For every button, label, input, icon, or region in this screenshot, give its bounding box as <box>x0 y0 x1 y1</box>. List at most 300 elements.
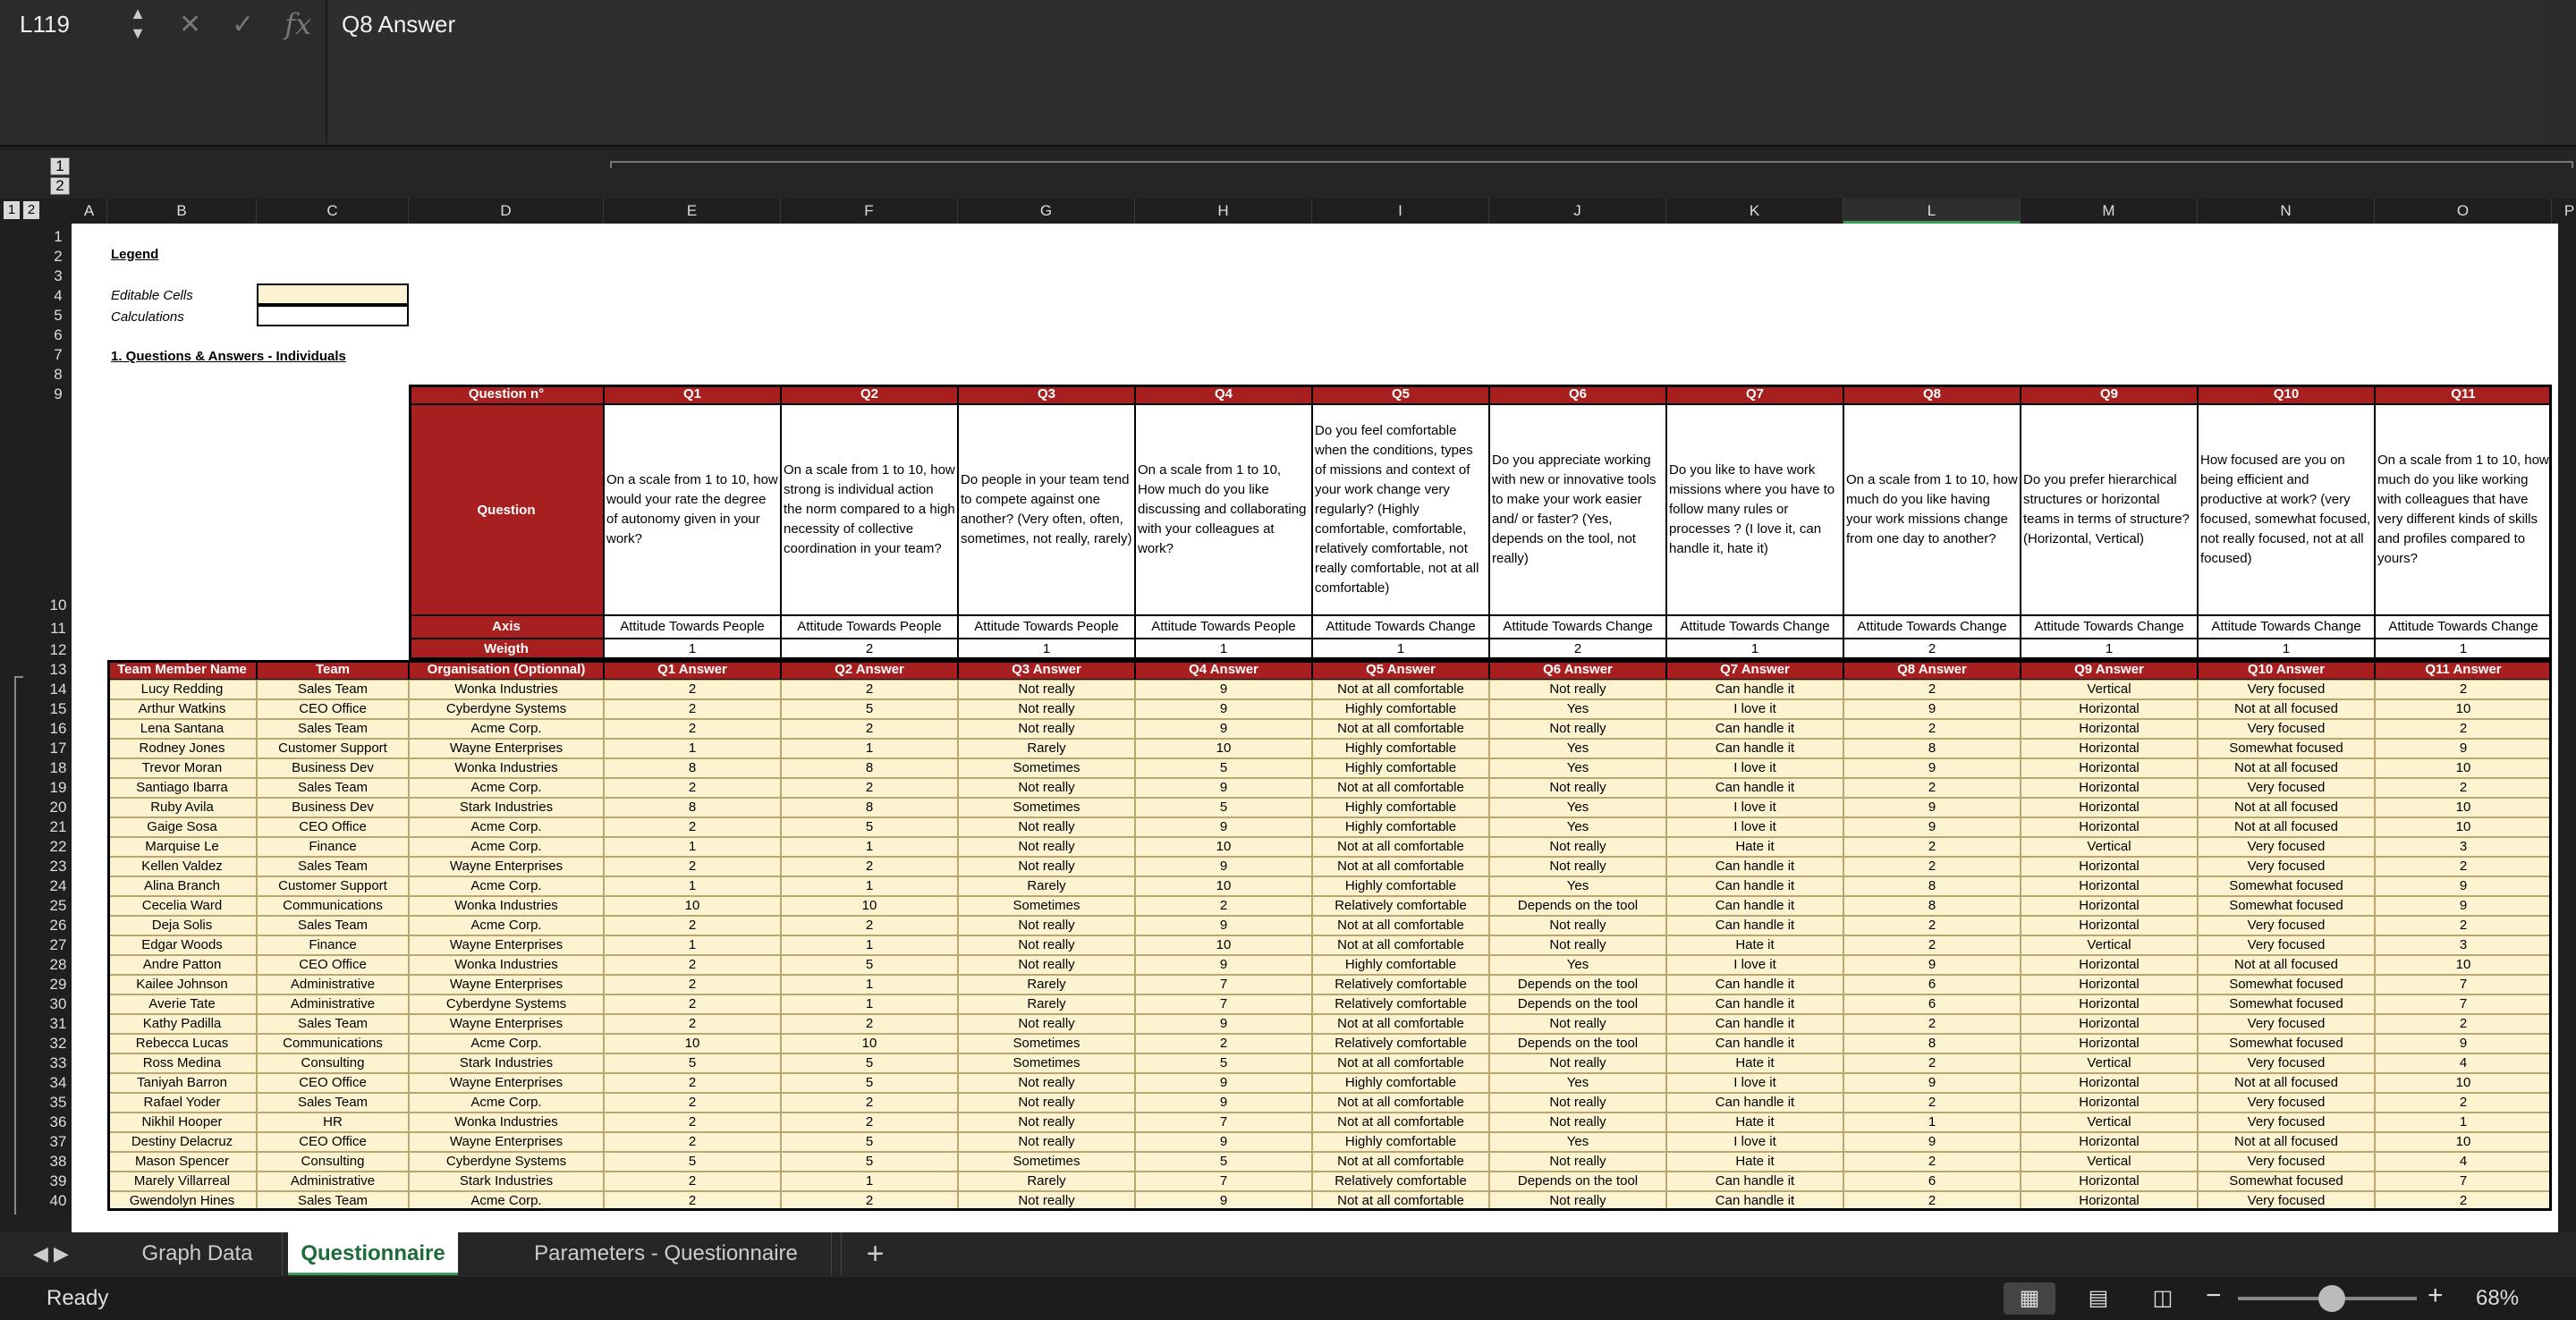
table-cell[interactable]: Highly comfortable <box>1312 798 1489 817</box>
table-cell[interactable]: Horizontal <box>2021 817 2198 837</box>
table-cell[interactable]: 5 <box>781 1152 958 1172</box>
table-cell[interactable]: Yes <box>1489 1132 1666 1152</box>
table-cell[interactable]: Sometimes <box>958 1152 1135 1172</box>
row-header-21[interactable]: 21 <box>49 818 67 835</box>
table-cell[interactable]: 8 <box>604 798 781 817</box>
table-cell[interactable]: 2 <box>1843 1093 2021 1113</box>
table-cell[interactable]: Not really <box>958 1093 1135 1113</box>
table-cell[interactable]: Sales Team <box>257 719 409 739</box>
table-cell[interactable]: 2 <box>781 1014 958 1034</box>
row-header-24[interactable]: 24 <box>49 877 67 894</box>
table-cell[interactable]: Consulting <box>257 1152 409 1172</box>
row-header-8[interactable]: 8 <box>54 366 63 383</box>
column-header-m[interactable]: M <box>2021 199 2198 224</box>
table-cell[interactable]: 2 <box>604 975 781 994</box>
table-cell[interactable]: Very focused <box>2198 680 2375 699</box>
table-cell[interactable]: Can handle it <box>1666 975 1843 994</box>
table-cell[interactable]: 2 <box>604 1113 781 1132</box>
table-cell[interactable]: 7 <box>1135 975 1312 994</box>
table-cell[interactable]: Rodney Jones <box>107 739 257 758</box>
vertical-scrollbar[interactable] <box>2558 224 2576 1232</box>
table-cell[interactable]: Highly comfortable <box>1312 876 1489 896</box>
table-cell[interactable]: Somewhat focused <box>2198 975 2375 994</box>
table-cell[interactable]: Consulting <box>257 1053 409 1073</box>
table-cell[interactable]: 2 <box>781 680 958 699</box>
column-header-e[interactable]: E <box>604 199 781 224</box>
row-outline-bracket[interactable] <box>14 676 23 1214</box>
table-cell[interactable]: Horizontal <box>2021 857 2198 876</box>
table-cell[interactable]: 2 <box>2375 857 2552 876</box>
column-outline-bracket[interactable] <box>610 161 2573 168</box>
table-cell[interactable]: 2 <box>604 699 781 719</box>
row-header-5[interactable]: 5 <box>54 307 63 324</box>
table-cell[interactable]: 6 <box>1843 1172 2021 1191</box>
table-cell[interactable]: Nikhil Hooper <box>107 1113 257 1132</box>
sheet-grid[interactable] <box>72 224 2558 1232</box>
table-cell[interactable]: Wonka Industries <box>409 896 604 916</box>
table-cell[interactable]: 8 <box>604 758 781 778</box>
table-cell[interactable]: 2 <box>781 1191 958 1211</box>
table-cell[interactable]: 2 <box>604 994 781 1014</box>
table-cell[interactable]: 1 <box>604 739 781 758</box>
column-header-l[interactable]: L <box>1843 199 2021 224</box>
table-cell[interactable]: 1 <box>781 994 958 1014</box>
row-header-16[interactable]: 16 <box>49 720 67 737</box>
row-header-22[interactable]: 22 <box>49 838 67 855</box>
weight-q2[interactable]: 2 <box>781 639 958 660</box>
table-cell[interactable]: Rarely <box>958 1172 1135 1191</box>
column-header-p[interactable]: P <box>2552 199 2576 224</box>
table-cell[interactable]: 1 <box>1843 1113 2021 1132</box>
table-cell[interactable]: Very focused <box>2198 837 2375 857</box>
down-arrow-icon[interactable]: ▼ <box>130 24 146 42</box>
table-cell[interactable]: 9 <box>1135 955 1312 975</box>
table-cell[interactable]: 1 <box>604 876 781 896</box>
table-cell[interactable]: Not at all comfortable <box>1312 1191 1489 1211</box>
table-cell[interactable]: 7 <box>1135 1172 1312 1191</box>
table-cell[interactable]: Gaige Sosa <box>107 817 257 837</box>
table-cell[interactable]: Lucy Redding <box>107 680 257 699</box>
normal-view-icon[interactable]: ▦ <box>2004 1282 2055 1315</box>
table-cell[interactable]: Wayne Enterprises <box>409 975 604 994</box>
table-cell[interactable]: Sales Team <box>257 680 409 699</box>
table-cell[interactable]: I love it <box>1666 1132 1843 1152</box>
up-arrow-icon[interactable]: ▲ <box>130 4 146 22</box>
column-header-a[interactable]: A <box>72 199 107 224</box>
row-header-27[interactable]: 27 <box>49 936 67 953</box>
axis-q11[interactable]: Attitude Towards Change <box>2375 615 2552 639</box>
column-header-f[interactable]: F <box>781 199 958 224</box>
table-cell[interactable]: Not at all comfortable <box>1312 916 1489 935</box>
table-cell[interactable]: Trevor Moran <box>107 758 257 778</box>
table-cell[interactable]: 10 <box>604 1034 781 1053</box>
table-cell[interactable]: 3 <box>2375 935 2552 955</box>
table-cell[interactable]: Acme Corp. <box>409 837 604 857</box>
table-cell[interactable]: 5 <box>604 1152 781 1172</box>
table-cell[interactable]: 2 <box>604 817 781 837</box>
table-cell[interactable]: 2 <box>781 1113 958 1132</box>
table-cell[interactable]: Rarely <box>958 876 1135 896</box>
table-cell[interactable]: 5 <box>781 1053 958 1073</box>
table-cell[interactable]: 7 <box>2375 975 2552 994</box>
question-text-q7[interactable]: Do you like to have work missions where you have to follow many rules or processes ? (I love it, can handle it, hate it) <box>1666 404 1843 615</box>
table-cell[interactable]: Not really <box>958 817 1135 837</box>
table-cell[interactable]: Wonka Industries <box>409 680 604 699</box>
table-cell[interactable]: Rarely <box>958 739 1135 758</box>
table-cell[interactable]: Not at all comfortable <box>1312 935 1489 955</box>
table-cell[interactable]: Hate it <box>1666 1053 1843 1073</box>
row-header-38[interactable]: 38 <box>49 1153 67 1170</box>
table-cell[interactable]: Not really <box>1489 837 1666 857</box>
table-cell[interactable]: Stark Industries <box>409 798 604 817</box>
table-cell[interactable]: Not really <box>958 1073 1135 1093</box>
column-header-o[interactable]: O <box>2375 199 2552 224</box>
table-cell[interactable]: Not really <box>1489 1113 1666 1132</box>
table-cell[interactable]: Communications <box>257 1034 409 1053</box>
row-header-15[interactable]: 15 <box>49 700 67 717</box>
table-cell[interactable]: Yes <box>1489 1073 1666 1093</box>
table-cell[interactable]: 2 <box>604 719 781 739</box>
row-header-25[interactable]: 25 <box>49 897 67 914</box>
table-cell[interactable]: Horizontal <box>2021 994 2198 1014</box>
table-cell[interactable]: Very focused <box>2198 935 2375 955</box>
table-cell[interactable]: 9 <box>1135 1093 1312 1113</box>
table-cell[interactable]: 9 <box>2375 896 2552 916</box>
table-cell[interactable]: Very focused <box>2198 916 2375 935</box>
row-header-35[interactable]: 35 <box>49 1094 67 1111</box>
column-header-c[interactable]: C <box>257 199 409 224</box>
table-cell[interactable]: I love it <box>1666 758 1843 778</box>
table-cell[interactable]: 9 <box>1135 699 1312 719</box>
table-cell[interactable]: 6 <box>1843 994 2021 1014</box>
column-header-d[interactable]: D <box>409 199 604 224</box>
table-cell[interactable]: Very focused <box>2198 1014 2375 1034</box>
table-cell[interactable]: 10 <box>1135 935 1312 955</box>
table-cell[interactable]: Administrative <box>257 975 409 994</box>
table-cell[interactable]: Not really <box>1489 1093 1666 1113</box>
table-cell[interactable]: 10 <box>604 896 781 916</box>
table-cell[interactable]: Highly comfortable <box>1312 699 1489 719</box>
table-cell[interactable]: 2 <box>1843 778 2021 798</box>
row-header-28[interactable]: 28 <box>49 956 67 973</box>
table-cell[interactable]: Can handle it <box>1666 1034 1843 1053</box>
table-cell[interactable]: Depends on the tool <box>1489 975 1666 994</box>
question-text-q9[interactable]: Do you prefer hierarchical structures or horizontal teams in terms of structure? (Horizontal, Vertical) <box>2021 404 2198 615</box>
table-cell[interactable]: 2 <box>1843 1152 2021 1172</box>
table-cell[interactable]: Not really <box>1489 1053 1666 1073</box>
table-cell[interactable]: Can handle it <box>1666 1093 1843 1113</box>
row-header-40[interactable]: 40 <box>49 1192 67 1209</box>
table-cell[interactable]: 9 <box>1135 916 1312 935</box>
axis-q10[interactable]: Attitude Towards Change <box>2198 615 2375 639</box>
table-cell[interactable]: Horizontal <box>2021 1172 2198 1191</box>
table-cell[interactable]: 5 <box>1135 798 1312 817</box>
question-text-q6[interactable]: Do you appreciate working with new or innovative tools to make your work easier and/ or faster? (Yes, depends on the tool, not really) <box>1489 404 1666 615</box>
table-cell[interactable]: I love it <box>1666 955 1843 975</box>
table-cell[interactable]: Cyberdyne Systems <box>409 994 604 1014</box>
row-header-34[interactable]: 34 <box>49 1074 67 1091</box>
zoom-slider-thumb[interactable] <box>2318 1285 2345 1312</box>
table-cell[interactable]: Mason Spencer <box>107 1152 257 1172</box>
table-cell[interactable]: Can handle it <box>1666 896 1843 916</box>
table-cell[interactable]: Wayne Enterprises <box>409 1132 604 1152</box>
table-cell[interactable]: Administrative <box>257 1172 409 1191</box>
table-cell[interactable]: I love it <box>1666 1073 1843 1093</box>
axis-q2[interactable]: Attitude Towards People <box>781 615 958 639</box>
table-cell[interactable]: Vertical <box>2021 680 2198 699</box>
table-cell[interactable]: 9 <box>1843 699 2021 719</box>
table-cell[interactable]: Sales Team <box>257 1093 409 1113</box>
column-header-n[interactable]: N <box>2198 199 2375 224</box>
table-cell[interactable]: 2 <box>604 680 781 699</box>
table-cell[interactable]: Horizontal <box>2021 896 2198 916</box>
table-cell[interactable]: Somewhat focused <box>2198 739 2375 758</box>
table-cell[interactable]: Edgar Woods <box>107 935 257 955</box>
table-cell[interactable]: 2 <box>1843 680 2021 699</box>
table-cell[interactable]: Highly comfortable <box>1312 817 1489 837</box>
table-cell[interactable]: Horizontal <box>2021 699 2198 719</box>
table-cell[interactable]: Horizontal <box>2021 739 2198 758</box>
table-cell[interactable]: Not really <box>958 680 1135 699</box>
weight-q7[interactable]: 1 <box>1666 639 1843 660</box>
table-cell[interactable]: 9 <box>1843 758 2021 778</box>
table-cell[interactable]: 10 <box>2375 955 2552 975</box>
table-cell[interactable]: Customer Support <box>257 876 409 896</box>
table-cell[interactable]: Can handle it <box>1666 719 1843 739</box>
table-cell[interactable]: 1 <box>604 837 781 857</box>
table-cell[interactable]: Horizontal <box>2021 778 2198 798</box>
table-cell[interactable]: 7 <box>2375 994 2552 1014</box>
table-cell[interactable]: Sometimes <box>958 1034 1135 1053</box>
table-cell[interactable]: 5 <box>781 955 958 975</box>
table-cell[interactable]: Highly comfortable <box>1312 1073 1489 1093</box>
table-cell[interactable]: Highly comfortable <box>1312 1132 1489 1152</box>
axis-q6[interactable]: Attitude Towards Change <box>1489 615 1666 639</box>
zoom-in-button[interactable]: + <box>2428 1281 2444 1310</box>
table-cell[interactable]: Rafael Yoder <box>107 1093 257 1113</box>
table-cell[interactable]: Vertical <box>2021 935 2198 955</box>
table-cell[interactable]: 2 <box>604 1191 781 1211</box>
col-outline-level-1[interactable]: 1 <box>4 201 20 219</box>
table-cell[interactable]: Rebecca Lucas <box>107 1034 257 1053</box>
table-cell[interactable]: Kailee Johnson <box>107 975 257 994</box>
table-cell[interactable]: Not at all focused <box>2198 699 2375 719</box>
tab-nav-arrows[interactable]: ◀ ▶ <box>33 1242 69 1265</box>
table-cell[interactable]: Highly comfortable <box>1312 955 1489 975</box>
table-cell[interactable]: Not really <box>958 1132 1135 1152</box>
table-cell[interactable]: Not really <box>958 857 1135 876</box>
table-cell[interactable]: Horizontal <box>2021 1132 2198 1152</box>
table-cell[interactable]: 1 <box>781 837 958 857</box>
table-cell[interactable]: Averie Tate <box>107 994 257 1014</box>
axis-q8[interactable]: Attitude Towards Change <box>1843 615 2021 639</box>
table-cell[interactable]: Finance <box>257 837 409 857</box>
table-cell[interactable]: 2 <box>1843 935 2021 955</box>
table-cell[interactable]: Rarely <box>958 975 1135 994</box>
table-cell[interactable]: Wonka Industries <box>409 1113 604 1132</box>
table-cell[interactable]: Sometimes <box>958 758 1135 778</box>
table-cell[interactable]: Horizontal <box>2021 758 2198 778</box>
table-cell[interactable]: Not really <box>1489 680 1666 699</box>
table-cell[interactable]: Not at all focused <box>2198 817 2375 837</box>
table-cell[interactable]: Sales Team <box>257 1014 409 1034</box>
table-cell[interactable]: 2 <box>1843 1053 2021 1073</box>
table-cell[interactable]: CEO Office <box>257 1073 409 1093</box>
table-cell[interactable]: Yes <box>1489 699 1666 719</box>
table-cell[interactable]: 5 <box>1135 1152 1312 1172</box>
table-cell[interactable]: Horizontal <box>2021 1014 2198 1034</box>
table-cell[interactable]: Somewhat focused <box>2198 1172 2375 1191</box>
axis-q1[interactable]: Attitude Towards People <box>604 615 781 639</box>
table-cell[interactable]: 2 <box>2375 916 2552 935</box>
table-cell[interactable]: Acme Corp. <box>409 876 604 896</box>
table-cell[interactable]: 9 <box>2375 1034 2552 1053</box>
table-cell[interactable]: 5 <box>1135 1053 1312 1073</box>
table-cell[interactable]: Somewhat focused <box>2198 1034 2375 1053</box>
table-cell[interactable]: Sales Team <box>257 857 409 876</box>
table-cell[interactable]: Not really <box>1489 1014 1666 1034</box>
table-cell[interactable]: Marely Villarreal <box>107 1172 257 1191</box>
table-cell[interactable]: Not really <box>1489 778 1666 798</box>
table-cell[interactable]: 2 <box>1843 837 2021 857</box>
table-cell[interactable]: Not at all comfortable <box>1312 1014 1489 1034</box>
row-header-31[interactable]: 31 <box>49 1015 67 1032</box>
table-cell[interactable]: Not really <box>1489 1191 1666 1211</box>
table-cell[interactable]: Very focused <box>2198 857 2375 876</box>
table-cell[interactable]: 2 <box>604 857 781 876</box>
row-header-29[interactable]: 29 <box>49 976 67 993</box>
table-cell[interactable]: 4 <box>2375 1152 2552 1172</box>
table-cell[interactable]: 9 <box>1135 680 1312 699</box>
table-cell[interactable]: Can handle it <box>1666 680 1843 699</box>
table-cell[interactable]: Deja Solis <box>107 916 257 935</box>
table-cell[interactable]: Not really <box>958 837 1135 857</box>
table-cell[interactable]: Not at all focused <box>2198 758 2375 778</box>
table-cell[interactable]: 2 <box>1843 719 2021 739</box>
table-cell[interactable]: Not really <box>958 1113 1135 1132</box>
table-cell[interactable]: Rarely <box>958 994 1135 1014</box>
row-header-26[interactable]: 26 <box>49 917 67 934</box>
table-cell[interactable]: Sometimes <box>958 798 1135 817</box>
col-outline-level-2[interactable]: 2 <box>23 201 39 219</box>
table-cell[interactable]: Depends on the tool <box>1489 1034 1666 1053</box>
table-cell[interactable]: 2 <box>604 1093 781 1113</box>
table-cell[interactable]: Customer Support <box>257 739 409 758</box>
name-box[interactable]: L119 <box>0 0 170 48</box>
table-cell[interactable]: Yes <box>1489 876 1666 896</box>
table-cell[interactable]: 9 <box>1843 1073 2021 1093</box>
table-cell[interactable]: 10 <box>2375 699 2552 719</box>
table-cell[interactable]: 2 <box>1843 1191 2021 1211</box>
weight-q1[interactable]: 1 <box>604 639 781 660</box>
tab-questionnaire[interactable]: Questionnaire <box>288 1232 458 1275</box>
table-cell[interactable]: 8 <box>781 758 958 778</box>
table-cell[interactable]: Very focused <box>2198 1113 2375 1132</box>
row-header-30[interactable]: 30 <box>49 995 67 1012</box>
table-cell[interactable]: Not really <box>958 699 1135 719</box>
table-cell[interactable]: Andre Patton <box>107 955 257 975</box>
table-cell[interactable]: Not really <box>958 719 1135 739</box>
table-cell[interactable]: 1 <box>781 876 958 896</box>
table-cell[interactable]: 8 <box>1843 876 2021 896</box>
row-header-1[interactable]: 1 <box>54 228 63 245</box>
table-cell[interactable]: Relatively comfortable <box>1312 994 1489 1014</box>
table-cell[interactable]: Relatively comfortable <box>1312 896 1489 916</box>
table-cell[interactable]: 2 <box>1135 1034 1312 1053</box>
table-cell[interactable]: 10 <box>1135 837 1312 857</box>
table-cell[interactable]: Can handle it <box>1666 1191 1843 1211</box>
table-cell[interactable]: Not at all focused <box>2198 1073 2375 1093</box>
table-cell[interactable]: Not really <box>958 1191 1135 1211</box>
axis-q3[interactable]: Attitude Towards People <box>958 615 1135 639</box>
table-cell[interactable]: Highly comfortable <box>1312 758 1489 778</box>
table-cell[interactable]: Ruby Avila <box>107 798 257 817</box>
table-cell[interactable]: 2 <box>1843 857 2021 876</box>
row-header-9[interactable]: 9 <box>54 385 63 402</box>
table-cell[interactable]: Acme Corp. <box>409 817 604 837</box>
table-cell[interactable]: 2 <box>2375 680 2552 699</box>
table-cell[interactable]: Cyberdyne Systems <box>409 699 604 719</box>
table-cell[interactable]: Not at all focused <box>2198 798 2375 817</box>
axis-q4[interactable]: Attitude Towards People <box>1135 615 1312 639</box>
table-cell[interactable]: 3 <box>2375 837 2552 857</box>
add-sheet-button[interactable]: + <box>841 1232 909 1275</box>
table-cell[interactable]: Cyberdyne Systems <box>409 1152 604 1172</box>
column-header-b[interactable]: B <box>107 199 257 224</box>
table-cell[interactable]: 2 <box>604 1073 781 1093</box>
table-cell[interactable]: Hate it <box>1666 1152 1843 1172</box>
tab-parameters-questionnaire[interactable]: Parameters - Questionnaire <box>501 1232 832 1275</box>
table-cell[interactable]: Horizontal <box>2021 916 2198 935</box>
table-cell[interactable]: 5 <box>781 1073 958 1093</box>
table-cell[interactable]: 2 <box>2375 1093 2552 1113</box>
table-cell[interactable]: Communications <box>257 896 409 916</box>
row-header-33[interactable]: 33 <box>49 1054 67 1071</box>
table-cell[interactable]: 10 <box>2375 1073 2552 1093</box>
table-cell[interactable]: Horizontal <box>2021 719 2198 739</box>
table-cell[interactable]: CEO Office <box>257 817 409 837</box>
table-cell[interactable]: 1 <box>781 739 958 758</box>
table-cell[interactable]: Not really <box>958 778 1135 798</box>
table-cell[interactable]: 9 <box>1843 955 2021 975</box>
table-cell[interactable]: 2 <box>781 719 958 739</box>
table-cell[interactable]: 2 <box>2375 778 2552 798</box>
table-cell[interactable]: Not at all comfortable <box>1312 857 1489 876</box>
row-header-36[interactable]: 36 <box>49 1113 67 1130</box>
table-cell[interactable]: Relatively comfortable <box>1312 1034 1489 1053</box>
table-cell[interactable]: CEO Office <box>257 955 409 975</box>
table-cell[interactable]: Acme Corp. <box>409 1093 604 1113</box>
table-cell[interactable]: Not at all comfortable <box>1312 680 1489 699</box>
table-cell[interactable]: 9 <box>1135 1014 1312 1034</box>
table-cell[interactable]: 5 <box>604 1053 781 1073</box>
table-cell[interactable]: 9 <box>1135 1191 1312 1211</box>
row-header-32[interactable]: 32 <box>49 1035 67 1052</box>
table-cell[interactable]: Somewhat focused <box>2198 994 2375 1014</box>
table-cell[interactable]: Very focused <box>2198 1053 2375 1073</box>
table-cell[interactable]: 10 <box>2375 758 2552 778</box>
row-header-6[interactable]: 6 <box>54 326 63 343</box>
table-cell[interactable]: Wonka Industries <box>409 955 604 975</box>
table-cell[interactable]: 9 <box>1135 1132 1312 1152</box>
table-cell[interactable]: Cecelia Ward <box>107 896 257 916</box>
table-cell[interactable]: Yes <box>1489 955 1666 975</box>
table-cell[interactable]: Not at all comfortable <box>1312 1152 1489 1172</box>
row-header-37[interactable]: 37 <box>49 1133 67 1150</box>
table-cell[interactable]: Not at all comfortable <box>1312 1053 1489 1073</box>
table-cell[interactable]: 5 <box>781 817 958 837</box>
table-cell[interactable]: 7 <box>1135 994 1312 1014</box>
